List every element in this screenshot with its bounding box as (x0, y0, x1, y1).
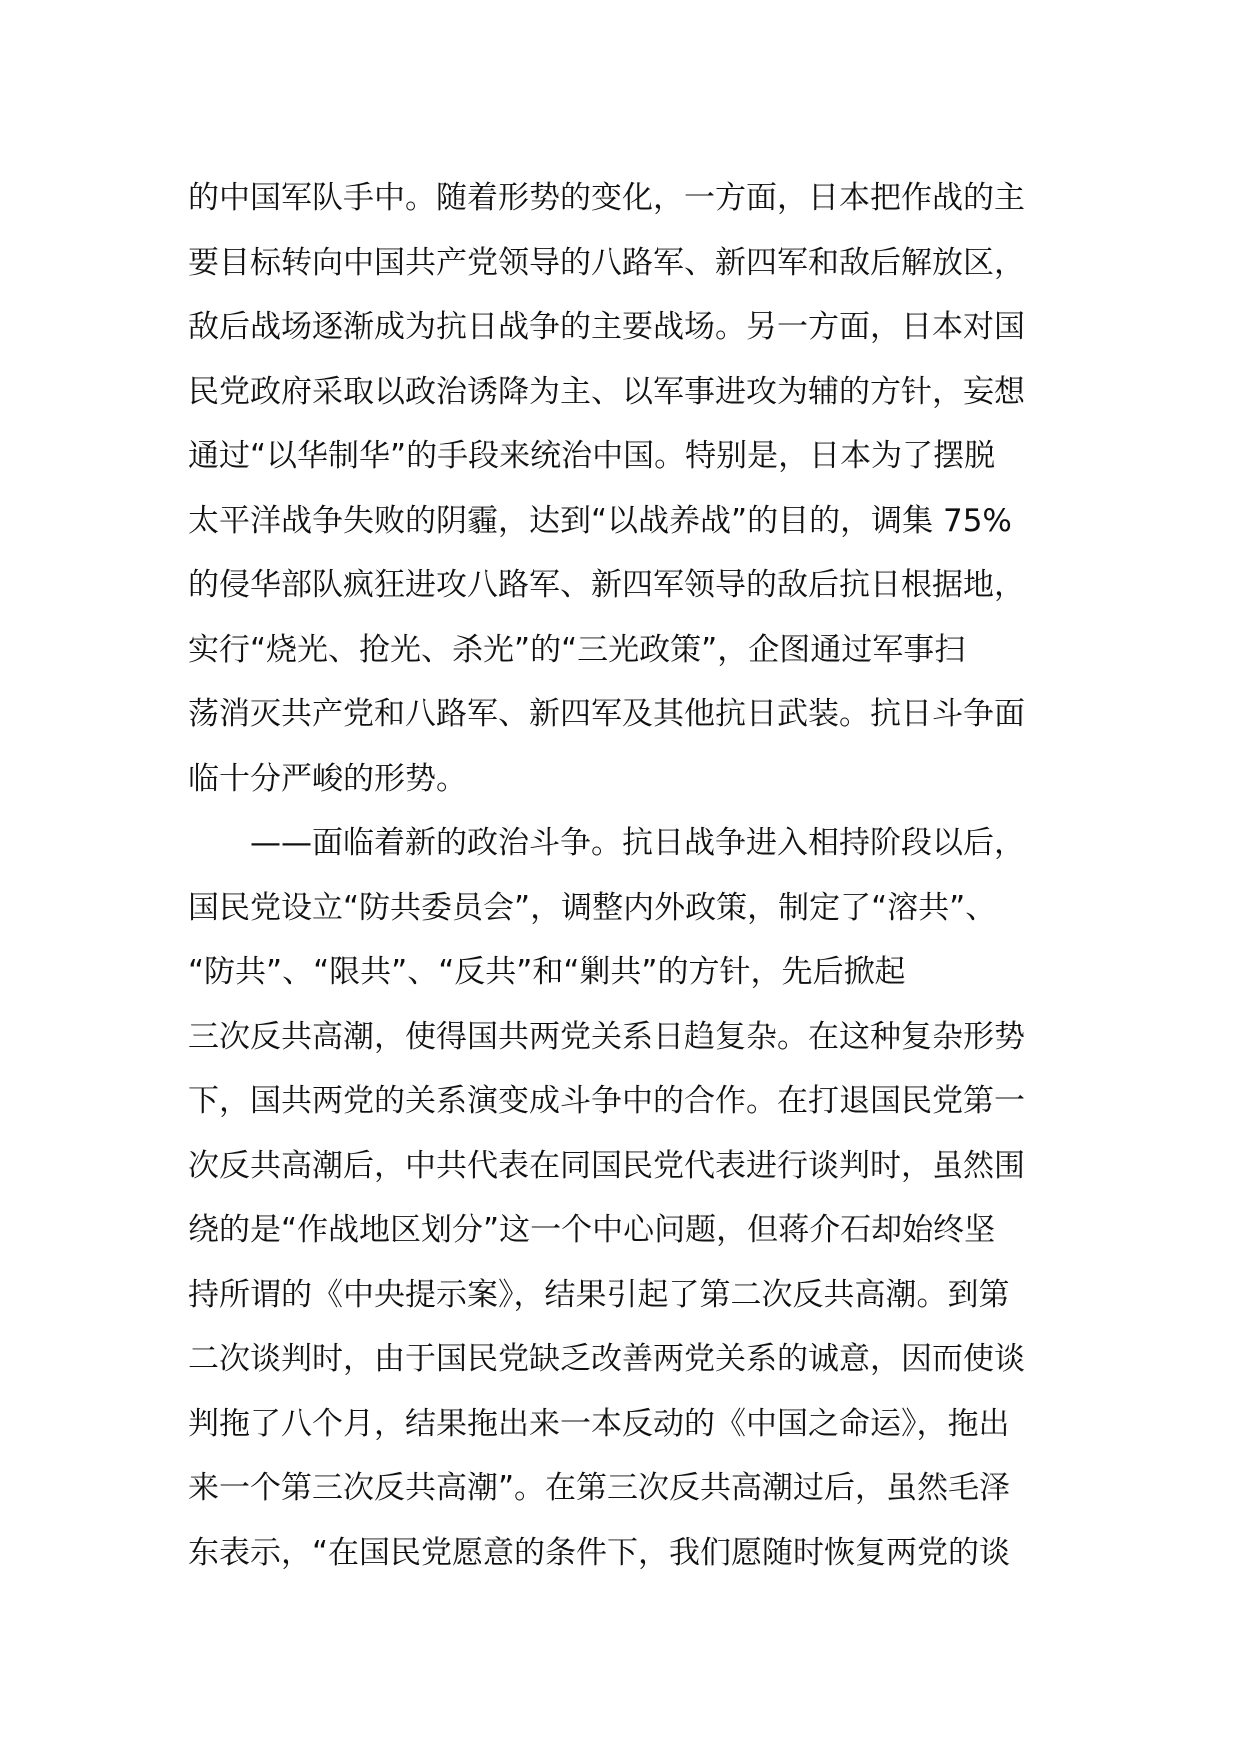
text-line: 太平洋战争失败的阴霾，达到“以战养战”的目的，调集 75% (188, 502, 1012, 539)
text-line: 绕的是“作战地区划分”这一个中心问题，但蒋介石却始终坚 (188, 1212, 996, 1248)
text-line: 三次反共高潮，使得国共两党关系日趋复杂。在这种复杂形势 (188, 1018, 1025, 1055)
text-line: 临十分严峻的形势。 (188, 760, 467, 797)
body-text (188, 166, 1068, 1585)
text-line: 国民党设立“防共委员会”，调整内外政策，制定了“溶共”、 (188, 889, 997, 926)
text-line: 的中国军队手中。随着形势的变化，一方面，日本把作战的主 (188, 180, 1025, 216)
text-line: 荡消灭共产党和八路军、新四军及其他抗日武装。抗日斗争面 (188, 696, 1025, 732)
text-line: 通过“以华制华”的手段来统治中国。特别是，日本为了摆脱 (188, 438, 996, 474)
text-line: 民党政府采取以政治诱降为主、以军事进攻为辅的方针，妄想 (188, 373, 1025, 410)
text-line: 次反共高潮后，中共代表在同国民党代表进行谈判时，虽然围 (188, 1147, 1025, 1184)
text-line: 来一个第三次反共高潮”。在第三次反共高潮过后，虽然毛泽 (188, 1470, 1011, 1506)
text-line: 实行“烧光、抢光、杀光”的“三光政策”，企图通过军事扫 (188, 631, 966, 668)
paragraph-start-line: ——面临着新的政治斗争。抗日战争进入相持阶段以后， (250, 825, 1025, 861)
text-line: 东表示，“在国民党愿意的条件下，我们愿随时恢复两党的谈 (188, 1534, 1011, 1571)
text-line: “防共”、“限共”、“反共”和“剿共”的方针，先后掀起 (188, 954, 906, 990)
text-line: 二次谈判时，由于国民党缺乏改善两党关系的诚意，因而使谈 (188, 1341, 1025, 1377)
text-line: 要目标转向中国共产党领导的八路军、新四军和敌后解放区， (188, 244, 1025, 281)
text-line: 下，国共两党的关系演变成斗争中的合作。在打退国民党第一 (188, 1083, 1025, 1119)
text-line: 敌后战场逐渐成为抗日战争的主要战场。另一方面，日本对国 (188, 309, 1025, 345)
text-line: 持所谓的《中央提示案》，结果引起了第二次反共高潮。到第 (188, 1276, 1010, 1313)
text-line: 的侵华部队疯狂进攻八路军、新四军领导的敌后抗日根据地， (188, 567, 1025, 603)
text-line: 判拖了八个月，结果拖出来一本反动的《中国之命运》，拖出 (188, 1405, 1010, 1442)
